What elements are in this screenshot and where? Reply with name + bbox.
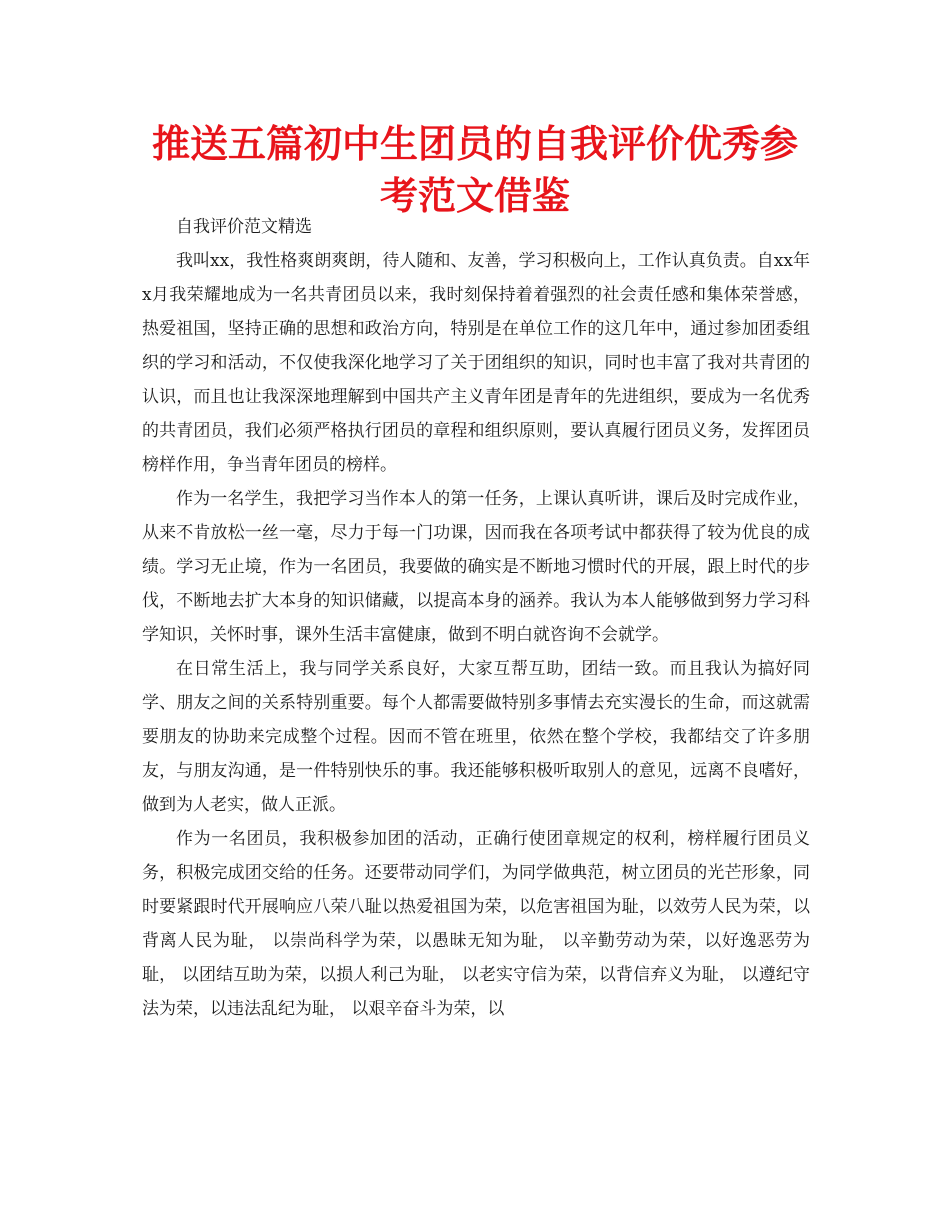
document-body [142, 210, 810, 1026]
section-subheading: 自我评价范文精选 [176, 217, 312, 237]
paragraph-3: 在日常生活上，我与同学关系良好，大家互帮互助，团结一致。而且我认为搞好同学、朋友之间的关系特别重要。每个人都需要做特别多事情去充实漫长的生命，而这就需要朋友的协助来完成整个过程。因而不管在班里，依然在整个学校，我都结交了许多朋友，与朋友沟通，是一件特别快乐的事。我还能够积极听取别人的意见，远离不良嗜好，做到为人老实，做人正派。 [142, 659, 810, 815]
document-title: 推送五篇初中生团员的自我评价优秀参考范文借鉴 [151, 122, 798, 218]
paragraph-2: 作为一名学生，我把学习当作本人的第一任务，上课认真听讲，课后及时完成作业，从来不肯放松一丝一毫，尽力于每一门功课，因而我在各项考试中都获得了较为优良的成绩。学习无止境，作为一名团员，我要做的确实是不断地习惯时代的开展，跟上时代的步伐，不断地去扩大本身的知识储藏，以提高本身的涵养。我认为本人能够做到努力学习科学知识，关怀时事，课外生活丰富健康，做到不明白就咨询不会就学。 [142, 489, 810, 645]
paragraph-1: 我叫xx，我性格爽朗爽朗，待人随和、友善，学习积极向上，工作认真负责。自xx年x月我荣耀地成为一名共青团员以来，我时刻保持着着强烈的社会责任感和集体荣誉感，热爱祖国，坚持正确的思想和政治方向，特别是在单位工作的这几年中，通过参加团委组织的学习和活动，不仅使我深化地学习了关于团组织的知识，同时也丰富了我对共青团的认识，而且也让我深深地理解到中国共产主义青年团是青年的先进组织，要成为一名优秀的共青团员，我们必须严格执行团员的章程和组织原则，要认真履行团员义务，发挥团员榜样作用，争当青年团员的榜样。 [142, 251, 810, 475]
paragraph-4: 作为一名团员，我积极参加团的活动，正确行使团章规定的权利，榜样履行团员义务，积极完成团交给的任务。还要带动同学们，为同学做典范，树立团员的光芒形象，同时要紧跟时代开展响应八荣八耻以热爱祖国为荣，以危害祖国为耻，以效劳人民为荣，以背离人民为耻， 以崇尚科学为荣，以愚昧无知为耻， 以辛勤劳动为荣，以好逸恶劳为耻， 以团结互助为荣，以损人利己为耻， 以老实守信为荣，以背信弃义为耻， 以遵纪守法为荣，以违法乱纪为耻， 以艰辛奋斗为荣，以 [142, 829, 810, 1019]
